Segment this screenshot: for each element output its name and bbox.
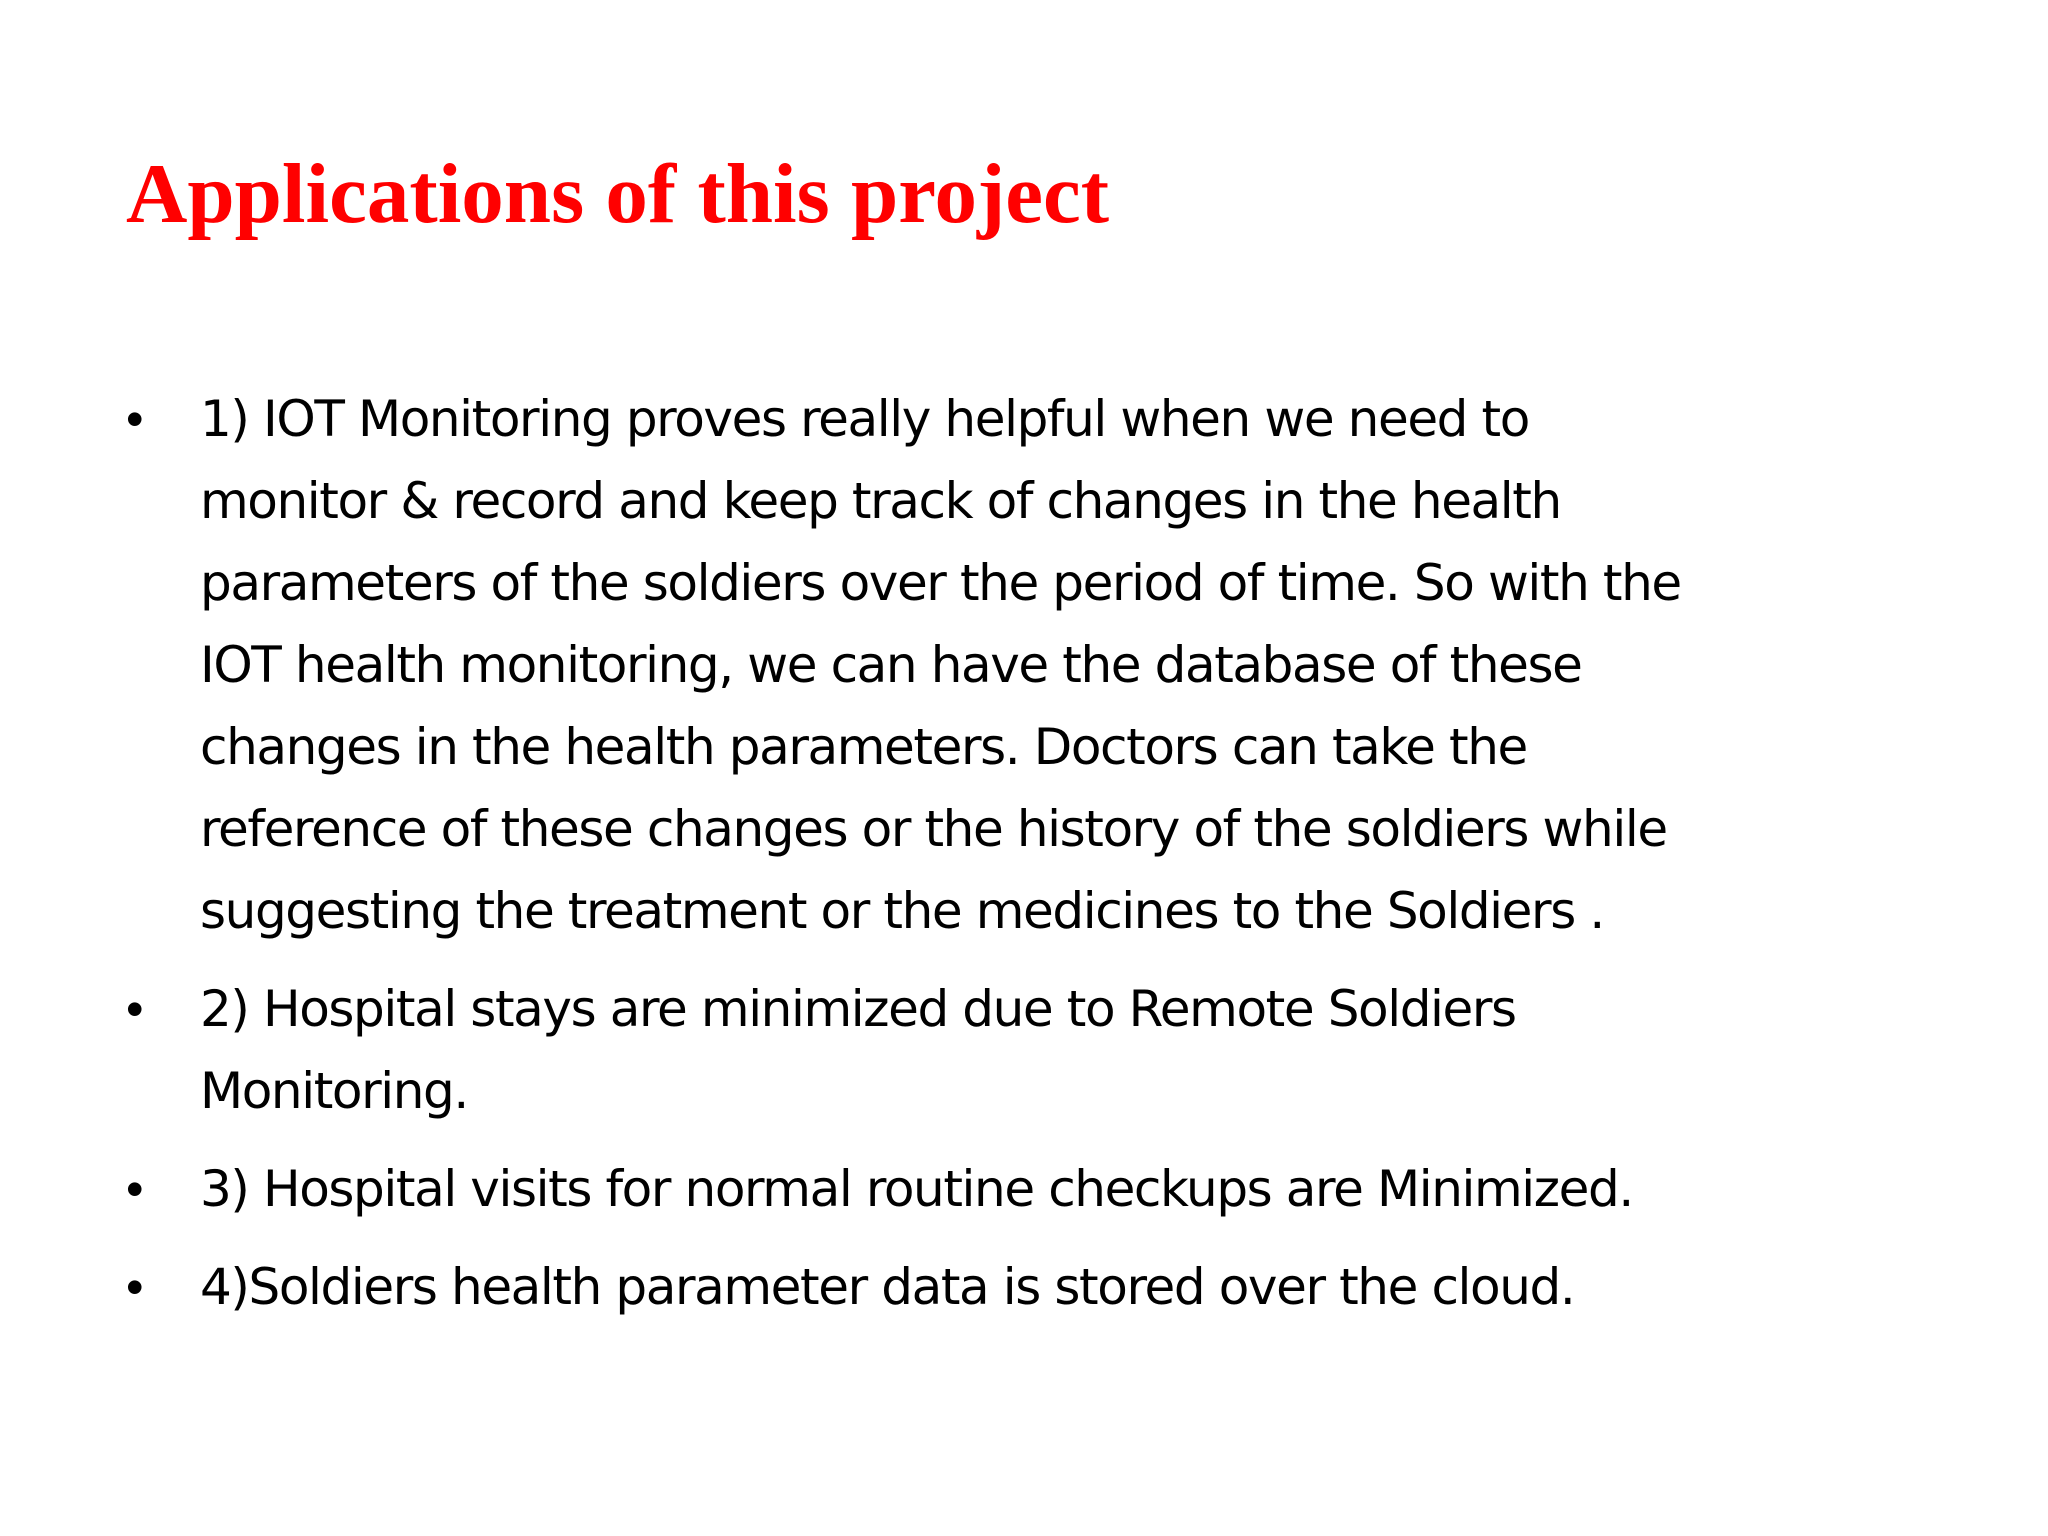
bullet-item: [126, 1246, 1966, 1328]
bullet-text-line: IOT health monitoring, we can have the database of these: [200, 636, 1582, 694]
bullet-item: [126, 968, 1966, 1132]
bullet-text-line: parameters of the soldiers over the period of time. So with the: [200, 554, 1681, 612]
bullet-text-line: changes in the health parameters. Doctors can take the: [200, 718, 1527, 776]
bullet-text-line: Monitoring.: [200, 1062, 468, 1120]
bullet-text-line: 2) Hospital stays are minimized due to Remote Soldiers: [200, 980, 1516, 1038]
bullet-text-line: reference of these changes or the history of the soldiers while: [200, 800, 1667, 858]
bullet-text-line: suggesting the treatment or the medicines to the Soldiers .: [200, 882, 1604, 940]
bullet-dot-icon: •: [126, 981, 143, 1037]
slide-title: Applications of this project: [126, 147, 1110, 241]
bullet-text-line: monitor & record and keep track of changes in the health: [200, 472, 1561, 530]
bullet-item: [126, 378, 1966, 952]
bullet-text-line: 3) Hospital visits for normal routine checkups are Minimized.: [200, 1160, 1633, 1218]
bullet-dot-icon: •: [126, 1259, 143, 1315]
bullet-item: [126, 1148, 1966, 1230]
bullet-text-line: 4)Soldiers health parameter data is stored over the cloud.: [200, 1258, 1575, 1316]
bullet-list: [126, 378, 1966, 1344]
bullet-text-line: 1) IOT Monitoring proves really helpful when we need to: [200, 390, 1529, 448]
bullet-dot-icon: •: [126, 391, 143, 447]
bullet-dot-icon: •: [126, 1161, 143, 1217]
